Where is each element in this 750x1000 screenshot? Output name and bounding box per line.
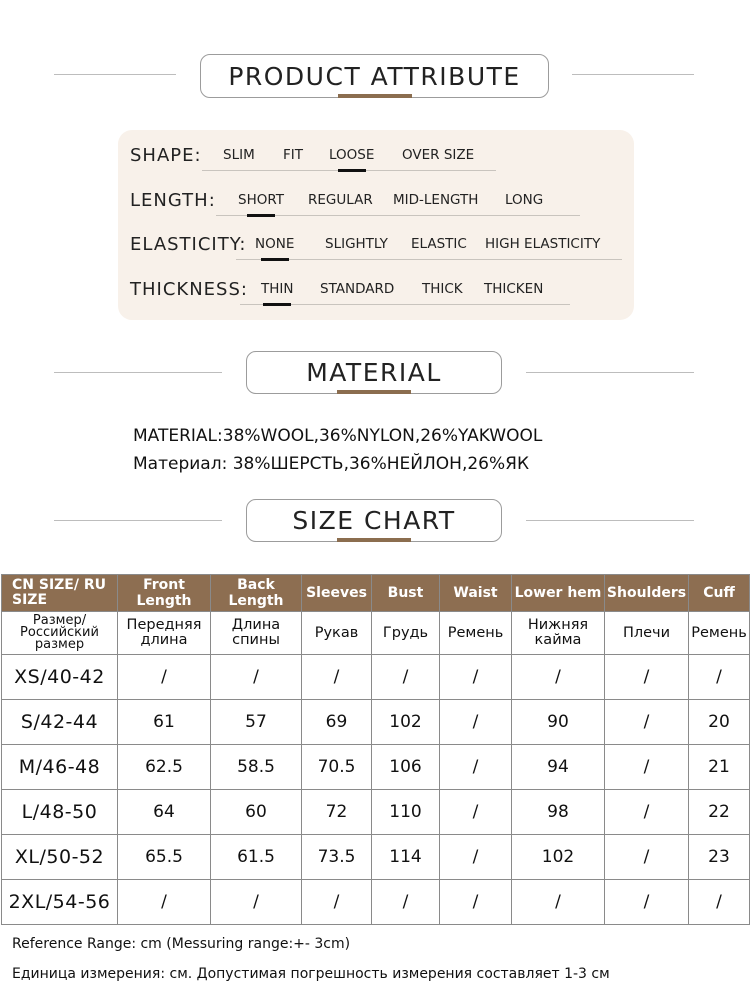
attr-option-selected: NONE: [255, 236, 295, 252]
size-label-cell: L/48-50: [2, 790, 118, 835]
column-header: CN SIZE/ RU SIZE: [2, 575, 118, 612]
measurement-cell: /: [689, 880, 750, 925]
measurement-cell: 114: [372, 835, 440, 880]
measurement-cell: 20: [689, 700, 750, 745]
attr-option-selected: SHORT: [238, 192, 284, 208]
measurement-cell: /: [605, 700, 689, 745]
table-row: [2, 655, 750, 700]
attr-option-selected: THIN: [261, 281, 294, 297]
attr-option: STANDARD: [320, 281, 395, 297]
attr-option: THICKEN: [484, 281, 544, 297]
column-header-ru: Плечи: [605, 612, 689, 655]
attr-row-shape: [118, 143, 634, 173]
column-header-ru: Ремень: [689, 612, 750, 655]
measurement-cell: /: [512, 880, 605, 925]
column-header: Lower hem: [512, 575, 605, 612]
measurement-cell: 61.5: [211, 835, 302, 880]
measurement-cell: /: [512, 655, 605, 700]
material-title: MATERIAL: [306, 358, 442, 387]
measurement-cell: 61: [118, 700, 211, 745]
divider-left: [54, 372, 222, 373]
measurement-cell: /: [605, 835, 689, 880]
measurement-cell: 98: [512, 790, 605, 835]
measurement-cell: 102: [372, 700, 440, 745]
table-header-ru: [2, 612, 750, 655]
measurement-cell: /: [440, 700, 512, 745]
column-header-ru: Грудь: [372, 612, 440, 655]
measurement-cell: /: [440, 790, 512, 835]
column-header-ru: Нижняя кайма: [512, 612, 605, 655]
column-header: Sleeves: [302, 575, 372, 612]
column-header: Front Length: [118, 575, 211, 612]
column-header-ru: Размер/ Российский размер: [2, 612, 118, 655]
measurement-cell: /: [605, 745, 689, 790]
measurement-cell: /: [118, 880, 211, 925]
size-chart-title: SIZE CHART: [292, 506, 456, 535]
column-header: Back Length: [211, 575, 302, 612]
measurement-cell: 73.5: [302, 835, 372, 880]
attribute-title: PRODUCT ATTRIBUTE: [228, 61, 521, 91]
attr-option-selected: LOOSE: [329, 147, 375, 163]
measurement-cell: 60: [211, 790, 302, 835]
measurement-cell: /: [440, 835, 512, 880]
attr-label: THICKNESS:: [130, 279, 248, 300]
attr-option: SLIGHTLY: [325, 236, 388, 252]
material-title-box: [246, 351, 502, 394]
measurement-cell: /: [372, 880, 440, 925]
attr-option: ELASTIC: [411, 236, 467, 252]
attr-underline: [236, 259, 622, 260]
measurement-cell: /: [440, 655, 512, 700]
column-header: Waist: [440, 575, 512, 612]
attr-option: HIGH ELASTICITY: [485, 236, 601, 252]
divider-right: [572, 74, 694, 75]
table-row: [2, 880, 750, 925]
reference-note-ru: Единица измерения: см. Допустимая погрешность измерения составляет 1-3 см: [12, 966, 610, 982]
column-header: Cuff: [689, 575, 750, 612]
attr-option: LONG: [505, 192, 544, 208]
divider-left: [54, 520, 222, 521]
title-accent-bar: [338, 94, 412, 98]
material-ru: Материал: 38%ШЕРСТЬ,36%НЕЙЛОН,26%ЯК: [133, 454, 530, 474]
measurement-cell: 64: [118, 790, 211, 835]
table-row: [2, 745, 750, 790]
measurement-cell: /: [440, 880, 512, 925]
attr-row-length: [118, 188, 634, 218]
measurement-cell: /: [440, 745, 512, 790]
measurement-cell: 90: [512, 700, 605, 745]
attr-option: REGULAR: [308, 192, 373, 208]
attr-label: SHAPE:: [130, 145, 202, 166]
title-accent-bar: [337, 538, 411, 542]
attr-option: FIT: [283, 147, 303, 163]
measurement-cell: /: [302, 655, 372, 700]
measurement-cell: /: [605, 880, 689, 925]
column-header-ru: Передняя длина: [118, 612, 211, 655]
measurement-cell: /: [211, 655, 302, 700]
attribute-panel: [118, 130, 634, 320]
title-accent-bar: [337, 390, 411, 394]
measurement-cell: 69: [302, 700, 372, 745]
attr-option: THICK: [422, 281, 463, 297]
measurement-cell: 62.5: [118, 745, 211, 790]
measurement-cell: 22: [689, 790, 750, 835]
measurement-cell: 70.5: [302, 745, 372, 790]
attr-label: LENGTH:: [130, 190, 216, 211]
table-row: [2, 700, 750, 745]
measurement-cell: /: [605, 790, 689, 835]
measurement-cell: 57: [211, 700, 302, 745]
reference-note-en: Reference Range: cm (Messuring range:+- 3cm): [12, 936, 351, 952]
column-header-ru: Длина спины: [211, 612, 302, 655]
divider-right: [526, 520, 694, 521]
size-label-cell: S/42-44: [2, 700, 118, 745]
column-header-ru: Ремень: [440, 612, 512, 655]
table-header-en: [2, 575, 750, 612]
measurement-cell: /: [211, 880, 302, 925]
table-row: [2, 790, 750, 835]
attr-row-thickness: [118, 277, 634, 307]
attribute-title-box: [200, 54, 549, 98]
measurement-cell: /: [605, 655, 689, 700]
attr-option: SLIM: [223, 147, 255, 163]
size-label-cell: XL/50-52: [2, 835, 118, 880]
measurement-cell: 23: [689, 835, 750, 880]
measurement-cell: /: [372, 655, 440, 700]
measurement-cell: 21: [689, 745, 750, 790]
attr-row-elasticity: [118, 232, 634, 262]
attr-label: ELASTICITY:: [130, 234, 247, 255]
size-table-body: [2, 655, 750, 925]
column-header: Shoulders: [605, 575, 689, 612]
measurement-cell: /: [689, 655, 750, 700]
measurement-cell: /: [118, 655, 211, 700]
size-label-cell: 2XL/54-56: [2, 880, 118, 925]
measurement-cell: 94: [512, 745, 605, 790]
column-header: Bust: [372, 575, 440, 612]
attr-option: MID-LENGTH: [393, 192, 479, 208]
measurement-cell: 102: [512, 835, 605, 880]
column-header-ru: Рукав: [302, 612, 372, 655]
material-en: MATERIAL:38%WOOL,36%NYLON,26%YAKWOOL: [133, 426, 543, 446]
size-label-cell: M/46-48: [2, 745, 118, 790]
size-table: [1, 574, 750, 925]
table-row: [2, 835, 750, 880]
divider-right: [526, 372, 694, 373]
divider-left: [54, 74, 176, 75]
measurement-cell: 110: [372, 790, 440, 835]
size-label-cell: XS/40-42: [2, 655, 118, 700]
measurement-cell: 65.5: [118, 835, 211, 880]
measurement-cell: 72: [302, 790, 372, 835]
measurement-cell: /: [302, 880, 372, 925]
measurement-cell: 58.5: [211, 745, 302, 790]
attr-option: OVER SIZE: [402, 147, 475, 163]
size-title-box: [246, 499, 502, 542]
measurement-cell: 106: [372, 745, 440, 790]
